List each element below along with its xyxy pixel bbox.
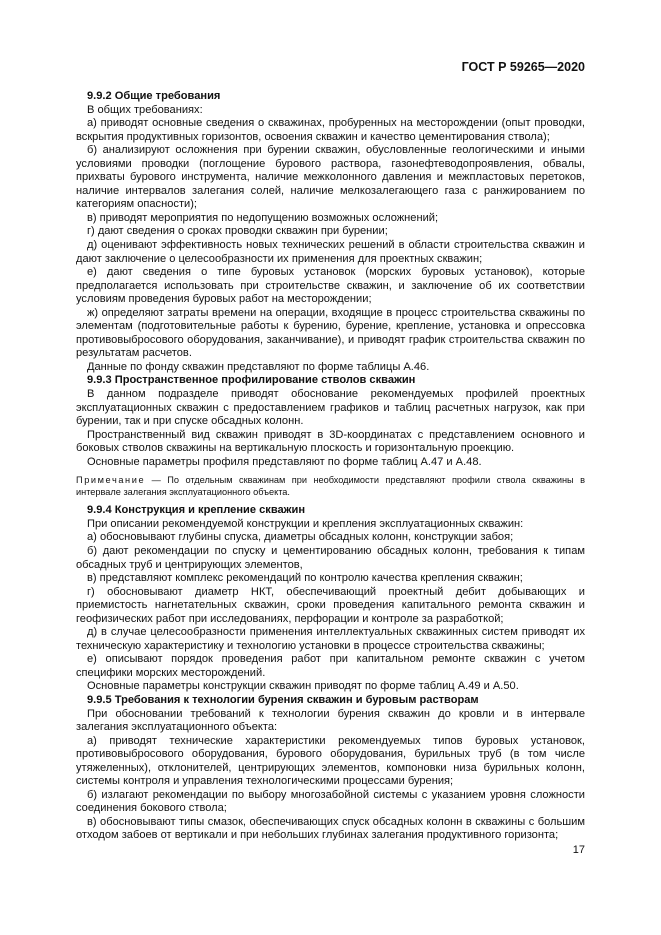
list-item: б) анализируют осложнения при бурении скважин, обусловленные геологическими и иными условиями проводки (поглощение бурового раствора, газонефтеводопроявления, обвалы, прихваты бурового инструмента, наличие межколонного давления и межпластовых перетоков, наличие интервалов залегания солей, наличие мелкозалегающего газа с ранжированием по категориям опасности); — [76, 144, 585, 211]
paragraph: В данном подразделе приводят обоснование рекомендуемых профилей проектных эксплуатационных скважин с предоставлением графиков и таблиц расчетных нагрузок, как при бурении, так и при спуске обсадных колонн. — [76, 388, 585, 428]
list-item: б) дают рекомендации по спуску и цементированию обсадных колонн, требования к типам обсадных труб и центрирующих элементов, — [76, 544, 585, 571]
section-intro: При описании рекомендуемой конструкции и крепления эксплуатационных скважин: — [87, 517, 524, 530]
section-heading-9-9-2: 9.9.2 Общие требования — [87, 90, 221, 102]
paragraph: Пространственный вид скважин приводят в 3D-координатах с представлением основного и боковых стволов скважины на вертикальную плоскость и горизонтальную проекцию. — [76, 428, 585, 455]
list-item: ж) определяют затраты времени на операции, входящие в процесс строительства скважины по элементам (подготовительные работы к бурению, бурение, крепление, установка и опрессовка противовыбросового оборудования, заканчивание), и приводят график строительства скважин по результатам расчетов. — [76, 306, 585, 360]
list-item: в) обосновывают типы смазок, обеспечивающих спуск обсадных колонн в скважины с большим отходом забоев от вертикали и при небольших глубинах залегания продуктивного горизонта; — [76, 815, 585, 842]
list-item: е) дают сведения о типе буровых установок (морских буровых установок), которые предполагается использовать при строительстве скважин, и заключение об их соответствии условиям проведения буровых работ на месторождении; — [76, 266, 585, 306]
list-item: г) дают сведения о сроках проводки скважин при бурении; — [87, 225, 388, 238]
paragraph: Основные параметры профиля представляют по форме таблиц А.47 и А.48. — [87, 455, 482, 468]
section-heading-9-9-4: 9.9.4 Конструкция и крепление скважин — [87, 504, 306, 517]
list-item: г) обосновывают диаметр НКТ, обеспечивающий проектный дебит добывающих и приемистость нагнетательных скважин, сроки проведения капитального ремонта скважин и геофизических работ при исследованиях, перфорации и контроле за разработкой; — [76, 585, 585, 625]
section-intro: В общих требованиях: — [87, 103, 203, 116]
list-item: е) описывают порядок проведения работ при капитальном ремонте скважин с учетом специфики морских месторождений. — [76, 653, 585, 679]
document-body — [76, 90, 585, 843]
list-item: в) приводят мероприятия по недопущению возможных осложнений; — [87, 211, 439, 224]
section-heading-9-9-5: 9.9.5 Требования к технологии бурения скважин и буровым растворам — [87, 693, 479, 706]
list-item: а) обосновывают глубины спуска, диаметры обсадных колонн, конструкции забоя; — [87, 531, 514, 544]
list-item: в) представляют комплекс рекомендаций по контролю качества крепления скважин; — [87, 572, 523, 585]
page-number: 17 — [572, 844, 585, 856]
list-item: а) приводят технические характеристики рекомендуемых типов буровых установок, противовыбросового оборудования, бурового оборудования, бурильных труб (в том числе утяжеленных), отклонителей, центрирующих элементов, компоновки низа бурильных колонн, системы контроля и управления технологическими процессами бурения; — [76, 734, 585, 788]
section-heading-9-9-3: 9.9.3 Пространственное профилирование стволов скважин — [87, 374, 416, 387]
list-item: б) излагают рекомендации по выбору многозабойной системы с указанием уровня сложности соединения бокового ствола; — [76, 788, 585, 815]
list-item: а) приводят основные сведения о скважинах, пробуренных на месторождении (опыт проводки, вскрытия продуктивных горизонтов, освоения скважин и качество цементирования ствола); — [76, 117, 585, 143]
note-text: — По отдельным скважинам при необходимости представляют профили ствола скважины в интервале залегания эксплуатационного объекта. — [76, 475, 585, 498]
note-label: Примечание — [76, 475, 146, 486]
list-item: д) в случае целесообразности применения интеллектуальных скважинных систем приводят их техническую характеристику и технологию установки в процессе строительства скважины; — [76, 626, 585, 652]
document-code: ГОСТ Р 59265—2020 — [461, 60, 585, 74]
note — [76, 474, 585, 498]
section-closing: Основные параметры конструкции скважин приводят по форме таблиц А.49 и А.50. — [87, 680, 519, 693]
section-intro: При обосновании требований к технологии бурения скважин до кровли и в интервале залегания эксплуатационного объекта: — [76, 707, 585, 734]
list-item: д) оценивают эффективность новых технических решений в области строительства скважин и дают заключение о целесообразности их применения для проектных скважин; — [76, 239, 585, 265]
section-closing: Данные по фонду скважин представляют по форме таблицы А.46. — [87, 360, 430, 373]
